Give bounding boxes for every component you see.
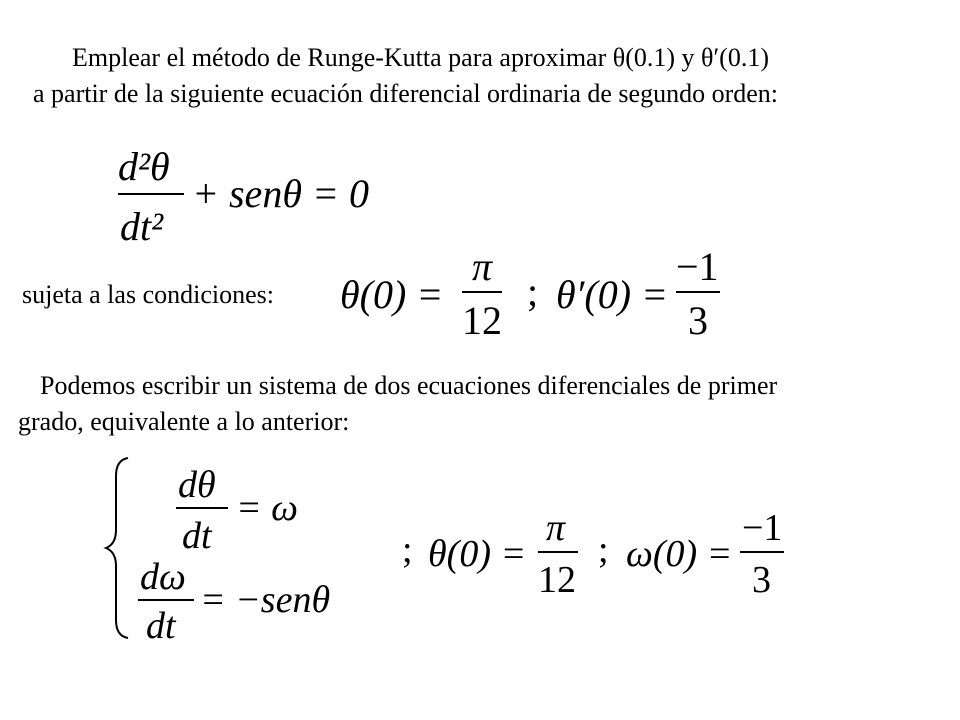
system-intro-line-2: grado, equivalente a lo anterior:: [18, 407, 350, 436]
cond-separator: ;: [527, 269, 539, 314]
initial-conditions: [340, 244, 720, 343]
cond-theta0-numerator: π: [472, 244, 493, 289]
sys-eq2-rhs: = −senθ: [200, 579, 331, 621]
main-eq-denominator: dt²: [120, 204, 164, 249]
cond-dtheta0-denominator: 3: [688, 298, 708, 343]
sys-omega0-numerator: −1: [742, 507, 783, 549]
sys-separator-2: ;: [598, 529, 609, 571]
sys-eq1-rhs: = ω: [236, 487, 298, 529]
cond-dtheta0-lhs: θ′(0) =: [556, 272, 669, 317]
sys-omega0-denominator: 3: [752, 559, 771, 601]
sys-eq1-denominator: dt: [182, 515, 212, 557]
sys-theta0-lhs: θ(0) =: [428, 533, 527, 575]
sys-omega0-lhs: ω(0) =: [626, 533, 733, 575]
main-equation: [118, 144, 369, 249]
intro-line-2: a partir de la siguiente ecuación diferencial ordinaria de segundo orden:: [33, 79, 779, 108]
system-intro-line-1: Podemos escribir un sistema de dos ecuaciones diferenciales de primer: [40, 371, 778, 400]
sys-eq2-denominator: dt: [146, 605, 176, 647]
sys-theta0-numerator: π: [546, 507, 566, 549]
sys-theta0-denominator: 12: [538, 559, 576, 601]
sys-eq1-numerator: dθ: [178, 464, 216, 506]
system-equation-2: [138, 556, 330, 647]
cond-theta0-denominator: 12: [462, 298, 502, 343]
system-brace: [106, 458, 128, 638]
intro-line-1: Emplear el método de Runge-Kutta para aproximar θ(0.1) y θ′(0.1): [72, 43, 769, 72]
main-eq-rest: + senθ = 0: [192, 171, 369, 216]
sys-separator-1: ;: [402, 529, 413, 571]
sys-eq2-numerator: dω: [140, 556, 186, 598]
cond-dtheta0-numerator: −1: [676, 244, 719, 289]
cond-theta0-lhs: θ(0) =: [340, 272, 444, 317]
conditions-label: sujeta a las condiciones:: [22, 280, 274, 309]
system-equation-1: [176, 464, 298, 557]
system-intro-paragraph: [0, 368, 777, 440]
system-conditions: [402, 507, 784, 601]
main-eq-numerator: d²θ: [118, 144, 170, 189]
